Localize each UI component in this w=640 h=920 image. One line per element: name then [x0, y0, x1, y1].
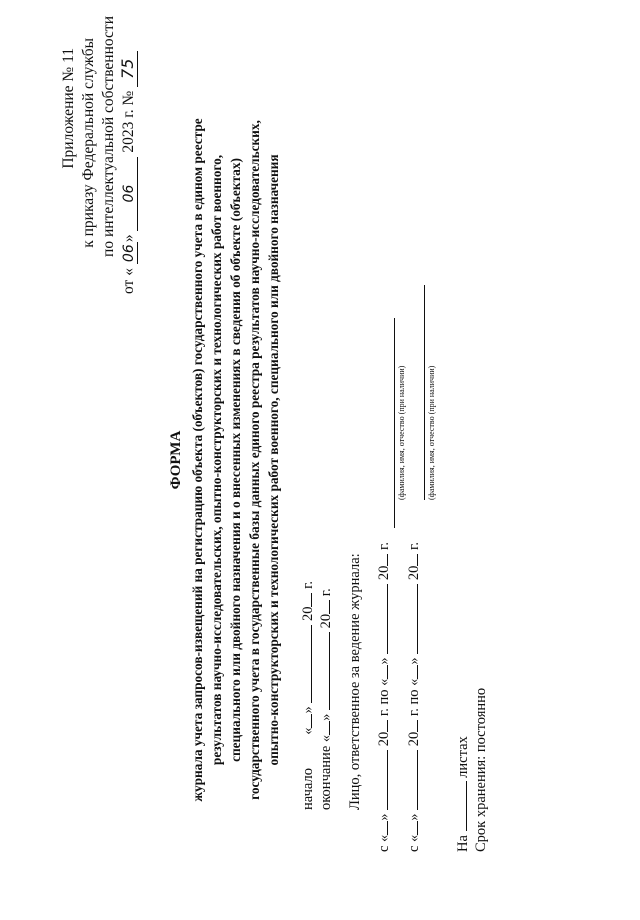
row2-to: г. по « [406, 678, 422, 717]
sheets-label: листах [455, 736, 471, 778]
on-label: На [455, 835, 471, 852]
title-line-5: опытно-конструкторских и технологических работ военного, специального или двойного назначения [266, 154, 281, 766]
title-line-3: специального или двойного назначения и о внесенных изменениях в сведения об объекте (объектах) [228, 158, 243, 762]
title-line-2: результатов научно-исследовательских, опытно-конструкторских и технологических работ военного, [209, 154, 224, 766]
row2-mid2: » [406, 657, 422, 665]
title-line-4: государственного учета в государственные базы данных единого реестра результатов научно-исследовательских, [247, 120, 262, 800]
row2-end: г. [406, 542, 422, 550]
end-close-quote: » [318, 713, 334, 721]
row2-year: 20 [406, 731, 422, 747]
start-year-prefix: 20 [300, 606, 316, 622]
start-open-quote: « [300, 727, 316, 735]
row1-year: 20 [376, 731, 392, 747]
responsible-row-1 [376, 542, 393, 852]
end-date-row [318, 588, 335, 810]
end-year-suffix: г. [318, 588, 334, 597]
start-label: начало [300, 768, 316, 810]
date-mid: » [120, 234, 137, 243]
start-close-quote: » [300, 706, 316, 714]
end-label: окончание « [318, 734, 334, 810]
date-prefix: от « [120, 268, 137, 294]
appendix-line-1: Приложение № 11 [60, 48, 77, 169]
start-year-suffix: г. [300, 580, 316, 589]
form-heading: ФОРМА [168, 430, 184, 490]
handwritten-month: 06 [121, 157, 138, 231]
storage-period: Срок хранения: постоянно [473, 687, 489, 852]
row1-year2: 20 [376, 565, 392, 581]
start-date-row [300, 581, 317, 810]
responsible-row-2 [406, 542, 423, 852]
row1-mid: » [376, 813, 392, 821]
name-line-2 [424, 285, 425, 500]
handwritten-number: 75 [118, 51, 138, 87]
year-text: 2023 г. № [120, 90, 137, 153]
row1-mid2: » [376, 657, 392, 665]
name-line-1 [394, 318, 395, 528]
row2-mid: » [406, 813, 422, 821]
row1-from: с « [376, 834, 392, 852]
row2-year2: 20 [406, 565, 422, 581]
handwritten-day: 06 [121, 242, 138, 264]
title-line-1: журнала учета запросов-извещений на регистрацию объекта (объектов) государственного учета в едином реестре [190, 118, 205, 802]
name-caption-2: (фамилия, имя, отчество (при наличии) [427, 365, 436, 500]
end-year-prefix: 20 [318, 613, 334, 629]
appendix-line-2: к приказу Федеральной службы [80, 38, 97, 248]
sheets-count-row [455, 736, 472, 852]
responsible-label: Лицо, ответственное за ведение журнала: [347, 553, 363, 810]
name-caption-1: (фамилия, имя, отчество (при наличии) [397, 365, 406, 500]
row1-to: г. по « [376, 678, 392, 717]
row1-end: г. [376, 542, 392, 550]
appendix-line-3: по интеллектуальной собственности [100, 16, 117, 257]
row2-from: с « [406, 834, 422, 852]
appendix-date-line [118, 51, 138, 294]
